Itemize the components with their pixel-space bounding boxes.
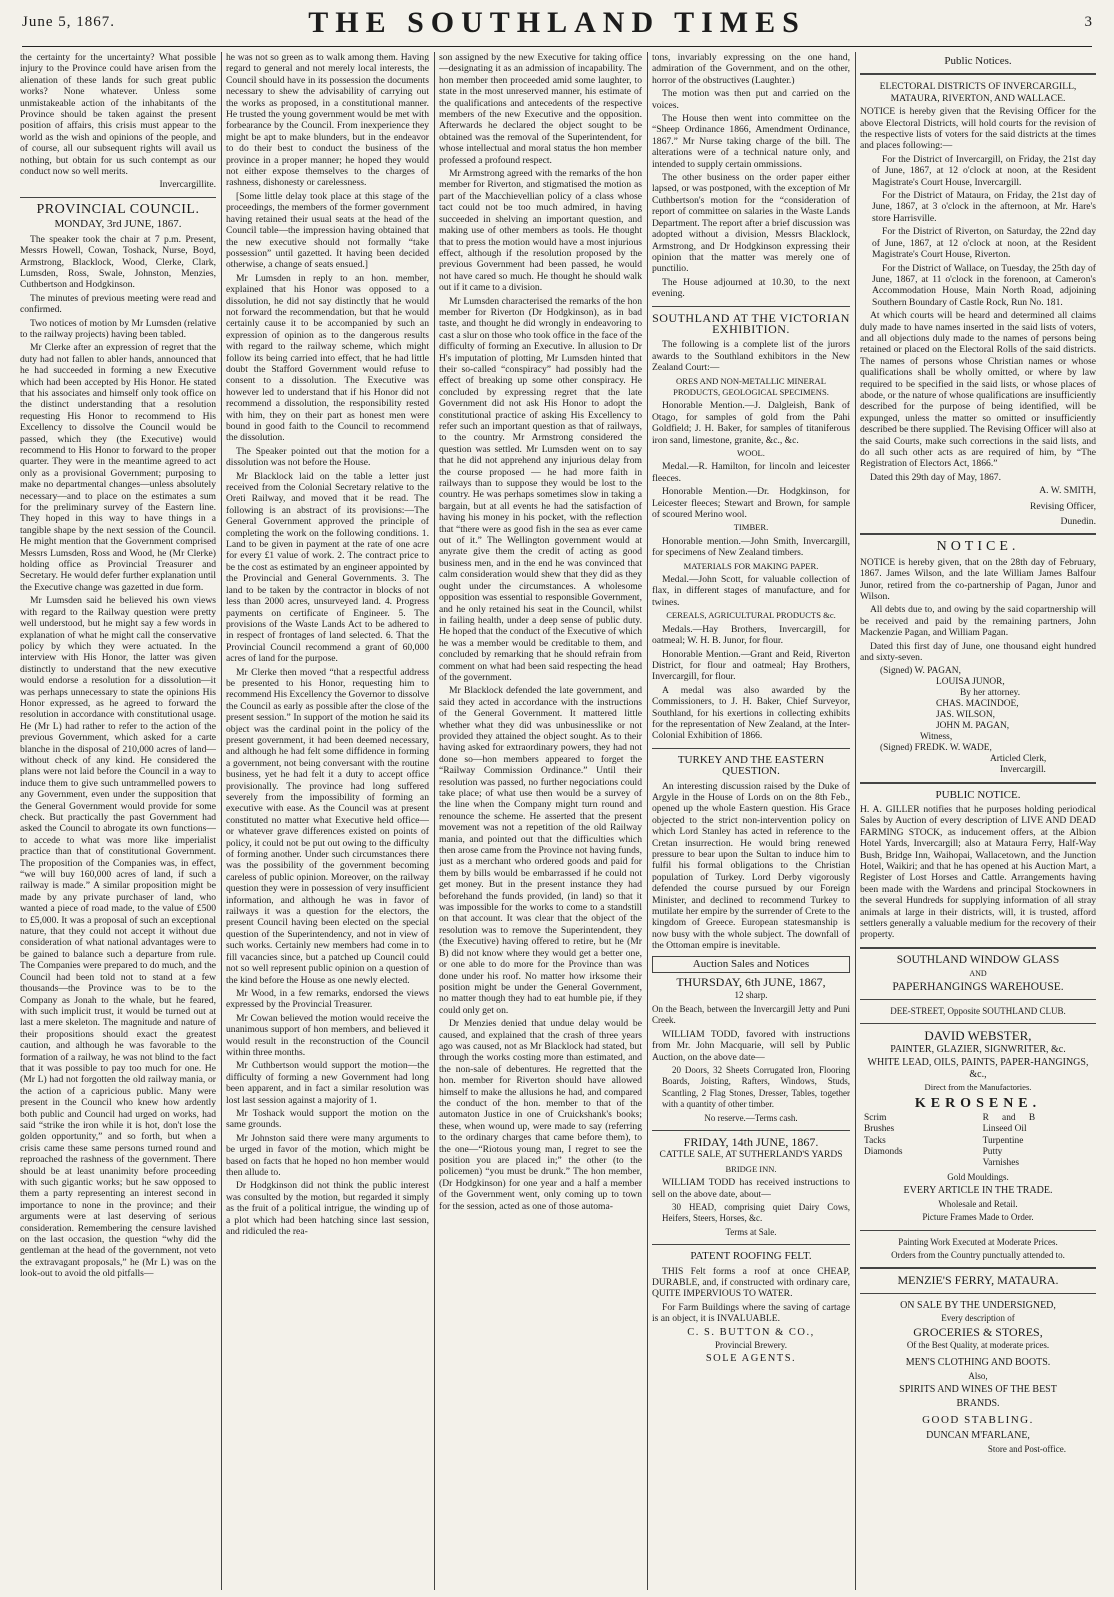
ad-line: Painting Work Executed at Moderate Prices. <box>898 1236 1058 1247</box>
auction-items: 30 HEAD, comprising quiet Dairy Cows, Heifers, Steers, Horses, &c. <box>662 1201 850 1224</box>
paragraph: Mr Clerke after an expression of regret that the duty had not fallen to abler hands, announced that he had succeeded in forming a new Executive which had been accepted by His Honor. He stated that his associates and himself only took office on the distinct understanding that a resolution requesting His Honor to recommend to His Excellency to dissolve the Council would be passed, which they (the Executive) would recommend to His Honor to forward to the proper quarter. They were in the meantime agreed to act only as a provisional Government; purposing to make no departmental changes—unless absolutely necessary—and to place on the estimates a sum for the preliminary survey of the Eastern line. They hoped in this way to have things in a tangible shape by the next session of the Council. He might mention that the Government comprised Messrs Lumsden, Ross and Wood, he (Mr Clerke) holding office as Provincial Treasurer and Secretary. He would defer further explanation until the Executive change was gazetted in due form. <box>20 342 216 593</box>
column-1 <box>20 52 216 1590</box>
paragraph: Mr Cowan believed the motion would receive the unanimous support of hon members, and believed it would result in the reconstruction of the Council within three months. <box>226 1012 429 1058</box>
ad-heading: PATENT ROOFING FELT. <box>690 1250 812 1263</box>
auction-terms: No reserve.—Terms cash. <box>704 1112 798 1123</box>
ad-text: For Farm Buildings where the saving of cartage is an object, it is INVALUABLE. <box>652 1301 850 1325</box>
ad-trade: PAINTER, GLAZIER, SIGNWRITER, &c. <box>890 1043 1066 1055</box>
witness-line: Invercargill. <box>1000 764 1046 775</box>
ad-advertiser-place: Provincial Brewery. <box>715 1340 787 1351</box>
divider <box>860 1023 1096 1024</box>
subheading: MATERIALS FOR MAKING PAPER. <box>683 560 819 571</box>
notice-list-item: For the District of Riverton, on Saturday, the 22nd day of June, 1867, at 12 o'clock at noon, at the Resident Magistrate's Court House, Riverton. <box>872 226 1096 261</box>
column-5 <box>860 52 1096 1590</box>
paragraph: Mr Armstrong agreed with the remarks of the hon member for Riverton, and stigmatised the motion as part of the Macchievellian policy of a class whose tact could not be too much admired, in having succeeded in shelving an important question, and making use of other members as tools. He thought that to press the motion would have a most injurious effect, although if the resolution proposed by the previous Government had been passed, he would not have cared so much. He thought he should walk out if it came to a division. <box>439 168 642 294</box>
auction-heading: CATTLE SALE, AT SUTHERLAND'S YARDS <box>659 1150 843 1161</box>
divider <box>860 73 1096 75</box>
column-rule <box>221 52 222 1590</box>
ad-line: Store and Post-office. <box>987 1443 1066 1454</box>
signature-line: (Signed) W. PAGAN, <box>880 665 961 676</box>
ad-line: GOOD STABLING. <box>922 1413 1034 1426</box>
notice-list-item: For the District of Invercargill, on Friday, the 21st day of June, 1867, at 12 o'clock at noon, at the Resident Magistrate's Court House, Invercargill. <box>872 153 1096 188</box>
auction-text: WILLIAM TODD, favored with instructions from Mr. John Macquarie, will sell by Public Auction, on the above date— <box>652 1028 850 1063</box>
paragraph: A medal was also awarded by the Commissioners, to J. H. Baker, Chief Surveyor, Southland, for his exertions in collecting exhibits for the representation of New Zealand, at the Inter-Colonial Exhibition of 1866. <box>652 684 850 742</box>
paragraph: Medal.—R. Hamilton, for lincoln and leicester fleeces. <box>652 461 850 484</box>
section-heading: PROVINCIAL COUNCIL. <box>36 201 200 217</box>
auction-terms: Terms at Sale. <box>725 1226 777 1237</box>
ad-heading: MENZIE'S FERRY, MATAURA. <box>897 1273 1059 1288</box>
notice-signature: Revising Officer, <box>1029 500 1096 512</box>
section-heading: TURKEY AND THE EASTERN QUESTION. <box>677 753 825 778</box>
ad-name: DUNCAN M'FARLANE, <box>926 1430 1030 1442</box>
auction-date: THURSDAY, 6th JUNE, 1867, <box>676 975 826 990</box>
notice-signature: A. W. SMITH, <box>1039 485 1096 497</box>
divider <box>860 782 1096 784</box>
ad-line: GROCERIES & STORES, <box>913 1324 1043 1339</box>
divider <box>860 1293 1096 1294</box>
notice-text: NOTICE is hereby given that the Revising Officer for the above Electoral Districts, will hold courts for the revision of the respective lists of voters for the said districts at the times and places following:— <box>860 106 1096 152</box>
ad-role: SOLE AGENTS. <box>705 1353 797 1365</box>
divider <box>860 1267 1096 1269</box>
letter-paragraph: the certainty for the uncertainty? What possible injury to the Province could have arisen from the alienation of these lands for such great public works? None whatever. Unless some unmistakeable action of the inhabitants of the Province should be taken against the present position of affairs, this crisis must appear to the world as the wish and opinions of the people, and of course, all our subsequent rights will avail us nothing, but obtain for us such contempt as our conduct now so well merits. <box>20 52 216 178</box>
page-number: 3 <box>1084 14 1092 30</box>
column-3 <box>439 52 642 1590</box>
divider <box>860 533 1096 535</box>
divider <box>652 1130 850 1131</box>
paragraph: Honorable Mention.—Dr. Hodgkinson, for Leicester fleeces; Stewart and Brown, for sample of scoured Merino wool. <box>652 486 850 521</box>
ad-line: SPIRITS AND WINES OF THE BEST <box>899 1384 1057 1396</box>
witness-line: (Signed) FREDK. W. WADE, <box>880 742 992 753</box>
paragraph: Honorable mention.—John Smith, Invercargill, for specimens of New Zealand timbers. <box>652 535 850 559</box>
signature-line: By her attorney. <box>960 687 1021 698</box>
paragraph: Mr Clerke then moved “that a respectful address be presented to his Honor, requesting him to recommend His Excellency the Governor to dissolve the Council as early as possible after the close of the present session.” In support of the motion he said its object was the cardinal point in the policy of the present government, it had been deemed necessary, and although he had felt some diffidence in forming a government, not being conversant with the routine business, yet he had felt it a duty to accept office provisionally. The province had long suffered severely from the impossibility of forming an executive with ease. As the Council was at present constituted no matter what Executive held office—or whatever grave differences existed on points of policy, it could not be put out owing to the difficulty of forming another. Under such circumstances there was the possibility of the government becoming careless of public opinion. Moreover, on the railway question they were in possession of very insufficient information, and although he was in favor of railways it was a question for the electors, the present Council having been elected on the special question of the Superintendency, and not in view of such works. Certainly new members had come in to fill vacancies since, but a patched up Council could not so well represent public opinion on a question of the kind before the House as one newly elected. <box>226 666 429 986</box>
notice-date: Dated this 29th day of May, 1867. <box>870 471 1002 483</box>
notice-list-item: For the District of Mataura, on Friday, the 21st day of June, 1867, at 3 o'clock in the afternoon, at Mr. Hare's store Harrisville. <box>872 190 1096 224</box>
ad-name: DAVID WEBSTER, <box>924 1028 1032 1044</box>
paragraph: The motion was then put and carried on the voices. <box>652 88 850 111</box>
paragraph: Honorable Mention.—J. Dalgleish, Bank of Otago, for samples of gold from the Pahi Goldfield; J. H. Baker, for samples of titaniferous iron sand, limestone, granite, &c., &c. <box>652 400 850 446</box>
paragraph: An interesting discussion raised by the Duke of Argyle in the House of Lords on on the 8th Feb., opened up the whole Eastern question. His Grace objected to the strict non-intervention policy on which Lord Stanley has acted in reference to the Cretan insurrection. He would bring renewed pressure to bear upon the Sultan to induce him to fulfil his formal obligations to the Christian population of Turkey. Lord Derby vigorously defended the course pursued by our Foreign Minister, and declined to recommend Turkey to mutilate her empire by the surrender of Crete to the kingdom of Greece. European statesmanship is now busy with the whole subject. The downfall of the Ottoman empire is inevitable. <box>652 780 850 952</box>
letter-signature: Invercargillite. <box>159 179 216 191</box>
ad-line: Wholesale and Retail. <box>938 1198 1018 1209</box>
product-item: Scrim <box>864 1112 887 1123</box>
paragraph: Mr Blacklock defended the late government, and said they acted in accordance with the instructions of the General Government. It mattered little whether what they did was unbusinesslike or not provided they attained the object sought. As to their having asked for extraordinary powers, they had not done so—hon members appeared to forget the “Railway Commission Ordinance.” Until their resolution was passed, no further negociations could take place; of what use then would be a survey of the line when the Company might turn round and renounce the scheme. He asserted that the present movement was not a repetition of the old Railway mania, and pointed out that the difficulties which then arose came from the Province not having funds, just as a merchant who ordered goods and paid for them by bills would be embarrassed if he could not get money. But in the present instance they had beforehand the funds provided, (in land) so that it was impossible for the works to come to a standstill on that account. It was clear that the object of the resolution was to remove the Superintendent, they (the Executive) having offered to retire, but he (Mr B) did not know where they would get a better one, or one able to do more for the Province than was done under his roof. No matter how irksome their position might be under the General Government, no matter though they had to eat humble pie, if they could only get on. <box>439 685 642 1016</box>
notice-heading: ELECTORAL DISTRICTS OF INVERCARGILL, MATAURA, RIVERTON, AND WALLACE. <box>879 81 1077 104</box>
product-item: Diamonds <box>864 1147 903 1158</box>
ad-product: KEROSENE. <box>914 1096 1042 1112</box>
paragraph: The House then went into committee on the “Sheep Ordinance 1866, Amendment Ordinance, 1867.” Mr Nurse taking charge of the bill. The alterations were of a technical nature only, and intended to supply certain ommissions. <box>652 113 850 170</box>
newspaper-title: THE SOUTHLAND TIMES <box>308 6 806 39</box>
paragraph: he was not so green as to walk among them. Having regard to general and not merely local interests, the Council should have in its possession the documents necessary to shew the advisability of carrying out the works as proposed, in a constitutional manner. He trusted the young government would be met with forbearance by the Council. From inexperience they might be apt to make blunders, but in the endeavor to do their best to conduct the business of the province in a proper manner; he hoped they would not either expose themselves to the charges of rashness, dishonesty or carelessness. <box>226 52 429 189</box>
ad-line: Also, <box>968 1370 988 1381</box>
divider <box>860 1230 1096 1231</box>
paragraph: Medals.—Hay Brothers, Invercargill, for oatmeal; W. H. B. Junor, for flour. <box>652 623 850 647</box>
session-date: MONDAY, 3rd JUNE, 1867. <box>54 218 182 231</box>
divider <box>652 1244 850 1245</box>
column-4 <box>652 52 850 1590</box>
product-item: Varnishes <box>982 1158 1020 1169</box>
paragraph: The other business on the order paper either lapsed, or was postponed, with the exception of Mr Cuthbertson's motion for the “consideration of report of committee on salaries in the Waste Lands Department. The report after a brief discussion was adopted without a division, Messrs Blacklock, Armstrong, and Dr Hodgkinson expressing their opinion that the matter was merely one of punctilio. <box>652 172 850 275</box>
paragraph: The Speaker pointed out that the motion for a dissolution was not before the House. <box>226 445 429 469</box>
notice-signature: Dunedin. <box>1060 516 1096 528</box>
ad-line: BRANDS. <box>956 1397 1000 1409</box>
product-item: Putty <box>982 1147 1003 1158</box>
ad-line: Gold Mouldings. <box>947 1171 1009 1182</box>
paragraph: Mr Lumsden said he believed his own views with regard to the Railway question were pretty well understood, but he might say a few words in explanation of what he might call the conservative policy by which they were actuated. In the interview with His Honor, the latter was given distinctly to understand that the new executive would endorse a resolution for a dissolution—it was perhaps unnecessary to state the opinions His Honor expressed, as he agreed to forward the resolution in accordance with constitutional usage. He (Mr L) had rather to refer to the action of the previous Government, which asked for a carte blanche in the disposal of 210,000 acres of land—without check of any kind. He considered the plans were not laid before the Council in a way to induce them to give such untrammelled powers to any Government, even under the supposition that the General Government would provide for some check. But practically the past Government had asked the Council to abrogate its own functions—to accede to what was more like imperialist practice than that of constitutional Government. The proposition of the Companies was, in effect, “we will buy 160,000 acres of land, if such a railway is made.” A similar proposition might be made by any private purchaser of land, who wanted a piece of road made, to the value of £500 to £5,000. It was a proposal of such an exceptional nature, that they could not accept it without due consideration of what national advantages were to be gained to balance such a departure from rule. The Companies were prepared to do much, and the Council had been told not to stand at a few thousands—the Province was to be to the Company as Jonah to the whale, but he feared, with such implicit trust, it would be turned out at last a mere skeleton. The magnitude and nature of their propositions should exact the greatest caution, and although he was favorable to the formation of a railway, he was not blind to the fact that it was possible to pay too much for one. He (Mr L) had not forgotten the old railway mania, or the action of a capricious public. Many were present in the Council who knew how ardently both public and Council had urged on works, had said “strike the iron while it is hot, don't lose the golden opportunity,” and so forth, but when a crisis came these same persons turned round and reproached the rashness of the government. There should be at least unanimity before proceeding with such gigantic works; but he saw opposed to them a party representing an interest second in importance to none in the province; and their arguments were at last deserving of serious consideration. Remembering the censure lavished on the last occasion, the question “why did the gentleman at the head of the government, not veto the extravagant proposals,” he (Mr L) was on the look-out to avoid the old pitfalls— <box>20 595 216 1280</box>
divider <box>860 999 1096 1000</box>
subheading: CEREALS, AGRICULTURAL PRODUCTS &c. <box>666 610 836 621</box>
ad-conjunction: AND <box>969 969 987 979</box>
divider <box>20 197 216 198</box>
notice-heading: NOTICE. <box>936 539 1020 555</box>
subheading: ORES AND NON-METALLIC MINERAL PRODUCTS, GEOLOGICAL SPECIMENS. <box>673 375 829 397</box>
notice-text: At which courts will be heard and determined all claims duly made to have names inserted in the said lists of voters, and all objections duly made to the names of persons being retained or placed on the Electoral Rolls of the said districts. The names of persons whose Christian names or whose qualifications shall be wholly omitted, or where by law required to be specified in the said lists, or whose places of abode, or the nature of whose qualifications are insufficiently described for the purpose of being identified, will be expunged, unless the matter so omitted or insufficiently described be there supplied. The Revising Officer will also at the said Courts, make such corrections in the said lists, and do all such other acts as are required of him, by “The Registration of Electors Act, 1866.” <box>860 310 1096 470</box>
ad-goods: WHITE LEAD, OILS, PAINTS, PAPER-HANGINGS, &c., <box>867 1057 1089 1080</box>
ad-line: Of the Best Quality, at moderate prices. <box>906 1339 1050 1350</box>
ad-line: ON SALE BY THE UNDERSIGNED, <box>900 1299 1056 1311</box>
product-item: Tacks <box>864 1135 886 1146</box>
paragraph: [Some little delay took place at this stage of the proceedings, the members of the former government having retained their usual seats at the head of the Council table—the impression having obtained that the new executive should not formally “take possession” until gazetted. It having been decided otherwise, a change of seats ensued.] <box>226 190 429 271</box>
paragraph: Dr Hodgkinson did not think the public interest was consulted by the motion, but regarded it simply as the fruit of a political intrigue, the winding up of a plot which had been hatching since last session, and ridiculed the rea- <box>226 1180 429 1238</box>
paragraph: The House adjourned at 10.30, to the next evening. <box>652 276 850 300</box>
paragraph: Mr Lumsden in reply to an hon. member, explained that his Honor was opposed to a dissolution, he did not say distinctly that he would not forward the recommendation, but that he would certainly cause it to be accompanied by such an expression of opinion as to the dangerous results with regard to the railway scheme, which might follow its being carried into effect, that he had little doubt the Stafford Government would refuse to consent to a dissolution. The Executive was however led to understand that if his Honor did not recommend a dissolution, the responsibility rested with him, they on their part as honest men were bound in good faith to the Council to recommend the dissolution. <box>226 272 429 444</box>
product-item: R and B Linseed Oil <box>982 1112 1036 1135</box>
ad-line: Picture Frames Made to Order. <box>922 1212 1034 1223</box>
ad-heading: SOUTHLAND WINDOW GLASS <box>896 953 1060 966</box>
divider <box>860 947 1096 949</box>
ad-advertiser: C. S. BUTTON & CO., <box>687 1326 815 1338</box>
product-item: Turpentine <box>982 1135 1024 1146</box>
paragraph: tons, invariably expressing on the one hand, admiration of the Government, and on the other, horror of the obstructives (Laughter.) <box>652 52 850 86</box>
paragraph: Two notices of motion by Mr Lumsden (relative to the railway projects) having been tabled. <box>20 317 216 340</box>
signature-line: CHAS. MACINDOE, <box>936 698 1019 709</box>
witness-line: Articled Clerk, <box>990 753 1047 764</box>
subheading: WOOL. <box>737 448 765 458</box>
paragraph: Mr Lumsden characterised the remarks of the hon member for Riverton (Dr Hodgkinson), as in bad taste, and thought he did wrongly in endeavoring to cast a slur on those who took office in the face of the difficulty of forming an Executive. In allusion to Dr H's imputation of plotting, Mr Lumsden hinted that their so-called “conspiracy” had possibly had the effect of breaking up some other conspiracy. He concluded by expressing regret that the late Government did not ask His Honor to adopt the constitutional practice of asking His Excellency to refer such an important question as that of railways, to the country. Mr Armstrong considered the question was settled. Mr Lumsden went on to say that he did not apprehend any injurious delay from the course proposed — he had more faith in railways than to suppose they would be lost to the country. He was perhaps sometimes slow in taking a bargain, but at all events he had the satisfaction of having his money in his pocket, with the reflection that “there were as good fish in the sea as ever came out of it.” The Wellington government would at anyrate give them the credit of acting as good business men, and in the end he was convinced that calm consideration would shew that they did as they ought under the circumstances. A wholesome opposition was essential to responsible Government, and he only retained his seat in the Council, whilst in failing health, under a deep sense of public duty. He hoped that the conduct of the Executive of which he was a member would be creditable to them, and concluded by remarking that he should refrain from comment on what had been said respecting the head of the government. <box>439 295 642 683</box>
issue-date: June 5, 1867. <box>22 14 115 30</box>
column-2 <box>226 52 429 1590</box>
divider <box>652 306 850 307</box>
ad-text: THIS Felt forms a roof at once CHEAP, DURABLE, and, if constructed with ordinary care, QUITE IMPERVIOUS TO WATER. <box>652 1265 850 1300</box>
signature-line: JAS. WILSON, <box>936 709 995 720</box>
auction-location: On the Beach, between the Invercargill Jetty and Puni Creek. <box>652 1003 850 1026</box>
subheading: TIMBER. <box>733 522 769 533</box>
paragraph: Mr Blacklock laid on the table a letter just received from the Colonial Secretary relative to the Oreti Railway, and moved that it be read. The following is an abstract of its provisions:—The General Government approved the principle of completing the work on the following conditions. 1. Land to be given in payment at the rate of one acre for every £1 value of work. 2. The contract price to be the cost as estimated by an engineer appointed by the Provincial and General Governments. 3. The land to be taken by the contractor in blocks of not less than 2000 acres, unsurveyed land. 4. Progress payments on certificate of Engineer. 5. The provisions of the Waste Lands Act to be adhered to in respect of frontages of land selected. 6. That the Provincial Council recommend a grant of 60,000 acres of land for the purpose. <box>226 470 429 665</box>
ad-address: DEE-STREET, Opposite SOUTHLAND CLUB. <box>890 1006 1066 1016</box>
witness-line: Witness, <box>920 731 953 742</box>
paragraph: Medal.—John Scott, for valuable collection of flax, in different stages of manufacture, and for twines. <box>652 574 850 608</box>
notice-text: H. A. GILLER notifies that he purposes holding periodical Sales by Auction of every description of LIVE AND DEAD FARMING STOCK, as inducement offers, at the Albion Hotel Yards, Invercargill; also at Mataura Ferry, Half-Way Bush, Bridge Inn, Waihopai, Wallacetown, and the Junction Hotel, Waikiri; and that he has opened at his Auction Mart, a Register of Lost Horses and Cattle. Arrangements having been made with the Wardens and principal Stockowners in the several Hundreds for supplying information of all stray animals at large in their districts, will, it is trusted, afford settlers generally a valuable medium for the recovery of their property. <box>860 803 1096 941</box>
paragraph: The minutes of previous meeting were read and confirmed. <box>20 292 216 316</box>
paragraph: Honorable Mention.—Grant and Reid, Riverton District, for flour and oatmeal; Hay Brothers, Invercargill, for flour. <box>652 648 850 683</box>
notice-text: All debts due to, and owing by the said copartnership will be received and paid by the remaining partners, John Mackenzie Pagan, and William Pagan. <box>860 604 1096 639</box>
auction-text: WILLIAM TODD has received instructions to sell on the above date, about— <box>652 1177 850 1200</box>
auction-date: FRIDAY, 14th JUNE, 1867. <box>683 1134 819 1149</box>
section-heading: Public Notices. <box>944 55 1012 67</box>
paragraph: The following is a complete list of the jurors awards to the Southland exhibitors in the New Zealand Court:— <box>652 339 850 374</box>
column-rule <box>647 52 648 1590</box>
notice-text: NOTICE is hereby given, that on the 28th day of February, 1867. James Wilson, and the late William James Balfour Junor, retired from the co-partnership of Pagan, Junor and Wilson. <box>860 556 1096 603</box>
ad-line: EVERY ARTICLE IN THE TRADE. <box>903 1185 1053 1197</box>
paragraph: son assigned by the new Executive for taking office—designating it as an admission of incapability. The hon member then proceeded amid some laughter, to state in the most unreserved manner, his estimate of the qualifications and antecedents of the respective members of the new Executive and the opposition. Afterwards he declared the object sought to be obtained was the removal of the Superintendent, for whose intellectual and moral status the hon member professed a profound respect. <box>439 52 642 166</box>
paragraph: Mr Toshack would support the motion on the same grounds. <box>226 1107 429 1131</box>
notice-text: Dated this first day of June, one thousand eight hundred and sixty-seven. <box>860 640 1096 664</box>
product-list <box>860 1113 1096 1170</box>
paragraph: Mr Wood, in a few remarks, endorsed the views expressed by the Provincial Treasurer. <box>226 987 429 1011</box>
divider <box>652 748 850 749</box>
signature-line: LOUISA JUNOR, <box>936 676 1005 687</box>
notice-list-item: For the District of Wallace, on Tuesday, the 25th day of June, 1867, at 11 o'clock in the forenoon, at Cameron's Accommodation House, Main North Road, adjoining Southern Boundary of Castle Rock, Run No. 181. <box>872 262 1096 308</box>
masthead <box>22 6 1092 47</box>
auction-header-box: Auction Sales and Notices <box>652 956 850 973</box>
auction-time: 12 sharp. <box>734 990 768 1001</box>
notice-heading: PUBLIC NOTICE. <box>935 788 1021 801</box>
ad-source: Direct from the Manufactories. <box>924 1082 1032 1093</box>
column-rule <box>434 52 435 1590</box>
signatures-block <box>860 666 1096 776</box>
auction-items: 20 Doors, 32 Sheets Corrugated Iron, Flooring Boards, Joisting, Rafters, Windows, Studs, Scantling, 2 Flag Stones, Dresser, Tables, together with a quantity of other timber. <box>662 1064 850 1110</box>
paragraph: Mr Cuthbertson would support the motion—the difficulty of forming a new Government had long been apparent, and in fact a similar resolution was lost last session against a majority of 1. <box>226 1060 429 1106</box>
paragraph: Mr Johnston said there were many arguments to be urged in favor of the motion, which might be based on facts that he hoped no hon member would then allude to. <box>226 1132 429 1178</box>
column-rule <box>855 52 856 1590</box>
ad-line: MEN'S CLOTHING AND BOOTS. <box>905 1357 1051 1369</box>
section-heading: SOUTHLAND AT THE VICTORIAN EXHIBITION. <box>652 310 850 336</box>
ad-line: Every description of <box>941 1313 1015 1324</box>
ad-heading: PAPERHANGINGS WAREHOUSE. <box>892 980 1064 993</box>
product-item: Brushes <box>864 1124 895 1135</box>
paragraph: Dr Menzies denied that undue delay would be caused, and explained that the crash of three years ago was caused, not as Mr Blacklock had stated, but through the works costing more than estimated, and the non-sale of debentures. He regretted that the hon. member for Riverton should have allowed himself to make the allusions he had, and compared the conduct of the hon. member to that of the automaton Justice in one of Cruickshank's books; these, when wound up, were made to say (referring to the ordinary charges that came before them), to the one—“Riotous young man, I regret to see the position you are placed in;” the other (to the policemen) “you must be drunk.” The hon member, (Dr Hodgkinson) for one year and a half a member of the Government went, only coming up to town for the session, acted as one of those automa- <box>439 1018 642 1212</box>
paragraph: The speaker took the chair at 7 p.m. Present, Messrs Howell, Cowan, Toshack, Nurse, Boyd, Armstrong, Blacklock, Wood, Clerke, Clark, Lumsden, Ross, Swale, Johnston, Menzies, Cuthbertson and Hodgkinson. <box>20 233 216 291</box>
ad-line: Orders from the Country punctually attended to. <box>891 1249 1065 1260</box>
signature-line: JOHN M. PAGAN, <box>936 720 1010 731</box>
auction-subheading: BRIDGE INN. <box>725 1163 777 1174</box>
